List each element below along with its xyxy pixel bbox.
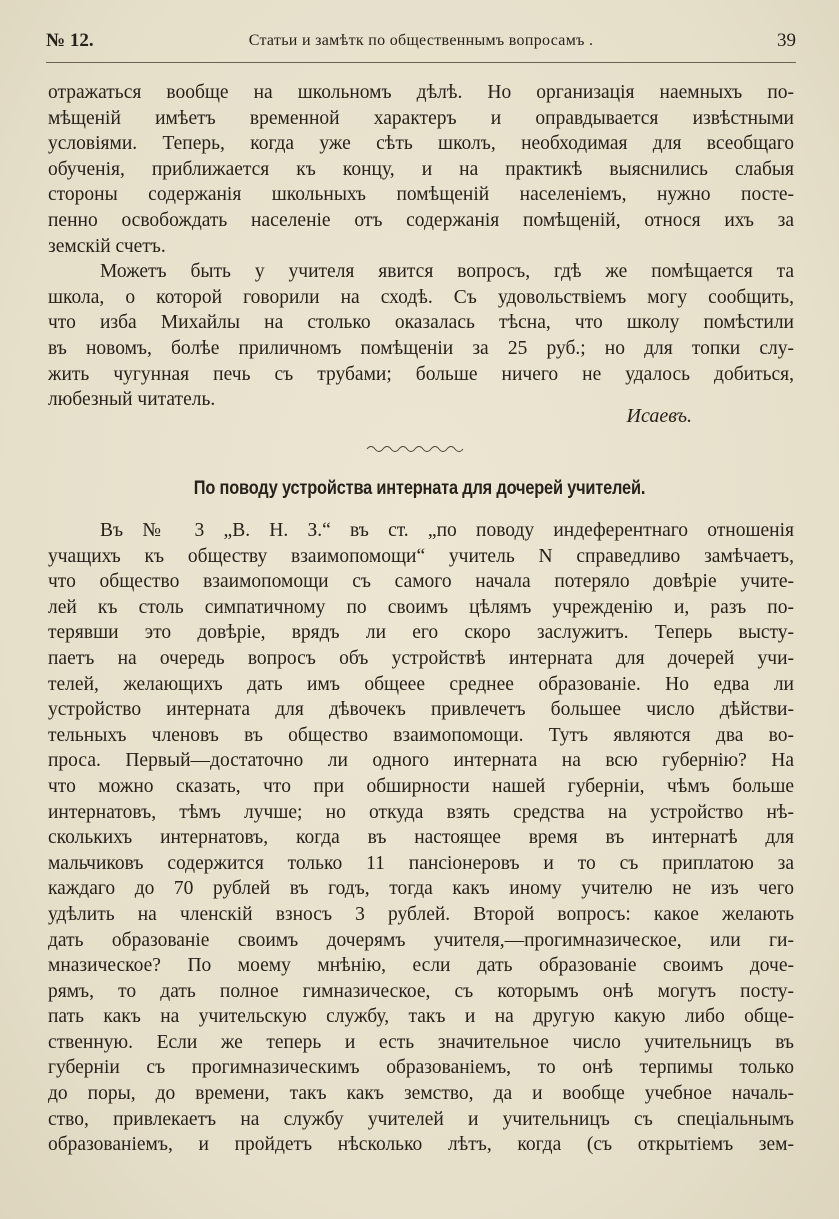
text-line: рямъ, то дать полное гимназическое, съ которымъ онѣ могутъ посту-	[48, 980, 794, 1002]
text-line: ственную. Если же теперь и есть значительное число учительницъ въ	[48, 1031, 794, 1053]
text-line: пать какъ на учительскую службу, такъ и на другую какую либо обще-	[48, 1006, 794, 1028]
text-line: жить чугунная печь съ трубами; больше ничего не удалось добиться,	[48, 363, 794, 385]
text-line: что можно сказать, что при обширности нашей губерніи, чѣмъ больше	[48, 775, 794, 797]
text-line: Можетъ быть у учителя явится вопросъ, гдѣ же помѣщается та	[100, 261, 794, 283]
section1-body	[48, 80, 794, 413]
header-rule	[46, 62, 796, 63]
running-header	[46, 30, 796, 56]
text-line: мѣщеній имѣетъ временной характеръ и оправдывается извѣстными	[48, 107, 794, 129]
issue-number: № 12.	[46, 30, 94, 51]
page-number: 39	[777, 30, 796, 51]
separator-ornament	[365, 443, 465, 455]
text-line: образованіемъ, и пройдетъ нѣсколько лѣтъ, когда (съ открытіемъ зем-	[48, 1134, 794, 1156]
text-line: удѣлить на членскій взносъ 3 рублей. Второй вопросъ: какое желають	[48, 903, 794, 925]
text-line: любезный читатель.	[48, 389, 216, 411]
text-line: паетъ на очередь вопросъ объ устройствѣ интерната для дочерей учи-	[48, 647, 794, 669]
running-title: Статьи и замѣтк по общественнымъ вопросамъ .	[248, 32, 594, 49]
text-line: устройство интерната для дѣвочекъ привлечетъ большее число дѣйстви-	[48, 699, 794, 721]
text-line: лей къ столь симпатичному по своимъ цѣлямъ учрежденію и, разъ по-	[48, 596, 794, 618]
text-line: обученія, приближается къ концу, и на практикѣ выяснились слабыя	[48, 158, 794, 180]
text-line: губерніи съ прогимназическимъ образованіемъ, то онѣ терпимы только	[48, 1057, 794, 1079]
text-line: терявши это довѣріе, врядъ ли его скоро заслужитъ. Теперь высту-	[48, 622, 794, 644]
text-line: телей, желающихъ дать имъ общеее среднее образованіе. Но едва ли	[48, 673, 794, 695]
text-line: условіями. Теперь, когда уже сѣть школъ, необходимая для всеобщаго	[48, 133, 794, 155]
text-line: мальчиковъ содержится только 11 пансіонеровъ и то съ приплатою за	[48, 852, 794, 874]
author-signature: Исаевъ.	[626, 405, 692, 427]
text-line: каждаго до 70 рублей въ годъ, тогда какъ иному учителю не изъ чего	[48, 878, 794, 900]
text-line: въ новомъ, болѣе приличномъ помѣщеніи за 25 руб.; но для топки слу-	[48, 337, 794, 359]
article-heading: По поводу устройства интерната для дочерей учителей.	[193, 478, 646, 499]
text-line: пенно освобождать населеніе отъ содержанія помѣщеній, относя ихъ за	[48, 209, 794, 231]
text-line: школа, о которой говорили на сходѣ. Съ удовольствіемъ могу сообщить,	[48, 286, 794, 308]
text-line: тельныхъ членовъ въ общество взаимопомощи. Тутъ являются два во-	[48, 724, 794, 746]
text-line: сколькихъ интернатовъ, когда въ настоящее время въ интернатѣ для	[48, 827, 794, 849]
text-line: что общество взаимопомощи съ самого начала потеряло довѣріе учите-	[48, 571, 794, 593]
text-line: земскій счетъ.	[48, 235, 166, 257]
text-line: что изба Михайлы на столько оказалась тѣсна, что школу помѣстили	[48, 312, 794, 334]
text-line: учащихъ къ обществу взаимопомощи“ учитель N справедливо замѣчаетъ,	[48, 545, 794, 567]
text-line: дать образованіе своимъ дочерямъ учителя,—прогимназическое, или ги-	[48, 929, 794, 951]
text-line: Въ № 3 „В. Н. З.“ въ ст. „по поводу индеферентнаго отношенія	[100, 520, 794, 541]
text-line: проса. Первый—достаточно ли одного интерната на всю губернію? На	[48, 750, 794, 772]
text-line: интернатовъ, тѣмъ лучше; но откуда взять средства на устройство нѣ-	[48, 801, 794, 823]
text-line: мназическое? По моему мнѣнію, если дать образованіе своимъ доче-	[48, 955, 794, 977]
text-line: до поры, до времени, такъ какъ земство, да и вообще учебное началь-	[48, 1083, 794, 1105]
section2-body	[48, 518, 794, 1158]
text-line: ство, привлекаетъ на службу учителей и учительницъ съ спеціальнымъ	[48, 1108, 794, 1130]
text-line: отражаться вообще на школьномъ дѣлѣ. Но организація наемныхъ по-	[48, 82, 794, 103]
text-line: стороны содержанія школьныхъ помѣщеній населеніемъ, нужно посте-	[48, 184, 794, 206]
